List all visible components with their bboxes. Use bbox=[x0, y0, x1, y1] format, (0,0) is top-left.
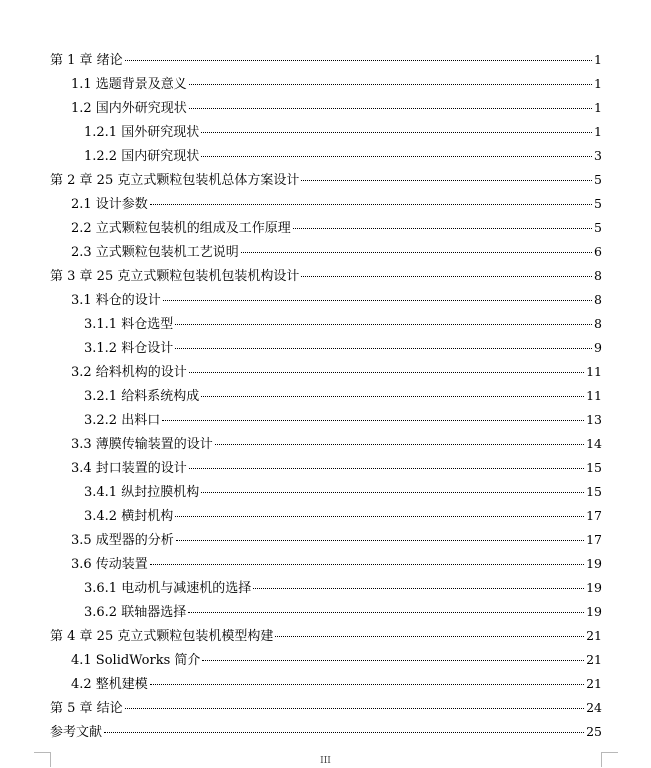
toc-entry-title: 2.1 设计参数 bbox=[71, 197, 148, 212]
toc-entry-page-number: 14 bbox=[586, 436, 602, 451]
toc-entry-title: 1.2 国内外研究现状 bbox=[71, 101, 187, 116]
toc-entry-page-number: 9 bbox=[594, 340, 602, 355]
toc-entry[interactable] bbox=[50, 336, 602, 360]
toc-entry-title: 3.6 传动装置 bbox=[71, 557, 148, 572]
toc-dot-leader bbox=[104, 732, 584, 733]
toc-dot-leader bbox=[253, 588, 584, 589]
toc-dot-leader bbox=[188, 612, 584, 613]
toc-dot-leader bbox=[150, 204, 592, 205]
toc-entry-page-number: 21 bbox=[586, 652, 602, 667]
toc-entry[interactable] bbox=[50, 624, 602, 648]
toc-entry-page-number: 5 bbox=[594, 220, 602, 235]
toc-entry-title: 第 3 章 25 克立式颗粒包装机包装机构设计 bbox=[50, 269, 300, 284]
toc-dot-leader bbox=[175, 516, 584, 517]
toc-entry[interactable] bbox=[50, 456, 602, 480]
toc-dot-leader bbox=[301, 276, 592, 277]
toc-entry-title: 3.2.2 出料口 bbox=[84, 413, 161, 428]
toc-dot-leader bbox=[189, 108, 592, 109]
toc-entry[interactable] bbox=[50, 192, 602, 216]
toc-entry-page-number: 1 bbox=[594, 76, 602, 91]
toc-entry-title: 1.2.1 国外研究现状 bbox=[84, 125, 200, 140]
toc-dot-leader bbox=[175, 324, 592, 325]
toc-entry-title: 3.5 成型器的分析 bbox=[71, 533, 174, 548]
toc-entry-title: 3.1.2 料仓设计 bbox=[84, 341, 174, 356]
toc-dot-leader bbox=[150, 564, 584, 565]
toc-entry[interactable] bbox=[50, 696, 602, 720]
toc-dot-leader bbox=[293, 228, 592, 229]
toc-dot-leader bbox=[241, 252, 592, 253]
toc-entry-page-number: 5 bbox=[594, 172, 602, 187]
toc-entry-page-number: 25 bbox=[586, 724, 602, 739]
toc-entry[interactable] bbox=[50, 72, 602, 96]
toc-entry[interactable] bbox=[50, 120, 602, 144]
toc-entry-title: 3.4.2 横封机构 bbox=[84, 509, 174, 524]
toc-entry-title: 3.3 薄膜传输装置的设计 bbox=[71, 437, 213, 452]
toc-entry-title: 1.2.2 国内研究现状 bbox=[84, 149, 200, 164]
page-number: III bbox=[320, 756, 331, 766]
toc-entry-page-number: 1 bbox=[594, 124, 602, 139]
toc-entry-title: 2.2 立式颗粒包装机的组成及工作原理 bbox=[71, 221, 291, 236]
toc-entry[interactable] bbox=[50, 672, 602, 696]
toc-entry-page-number: 11 bbox=[586, 388, 602, 403]
toc-entry[interactable] bbox=[50, 384, 602, 408]
toc-entry[interactable] bbox=[50, 288, 602, 312]
toc-entry-title: 3.2.1 给料系统构成 bbox=[84, 389, 200, 404]
toc-dot-leader bbox=[215, 444, 584, 445]
toc-entry[interactable] bbox=[50, 408, 602, 432]
toc-entry-title: 第 4 章 25 克立式颗粒包装机模型构建 bbox=[50, 629, 274, 644]
toc-entry-page-number: 17 bbox=[586, 508, 602, 523]
toc-entry-title: 3.2 给料机构的设计 bbox=[71, 365, 187, 380]
toc-entry-page-number: 19 bbox=[586, 556, 602, 571]
toc-entry[interactable] bbox=[50, 240, 602, 264]
toc-entry[interactable] bbox=[50, 576, 602, 600]
toc-dot-leader bbox=[201, 492, 584, 493]
toc-dot-leader bbox=[202, 660, 584, 661]
toc-entry-page-number: 1 bbox=[594, 52, 602, 67]
toc-entry-page-number: 21 bbox=[586, 628, 602, 643]
toc-entry-page-number: 8 bbox=[594, 292, 602, 307]
toc-dot-leader bbox=[163, 300, 592, 301]
toc-entry[interactable] bbox=[50, 648, 602, 672]
toc-dot-leader bbox=[176, 540, 584, 541]
toc-entry[interactable] bbox=[50, 96, 602, 120]
toc-entry-title: 第 1 章 绪论 bbox=[50, 53, 123, 68]
toc-entry-title: 第 2 章 25 克立式颗粒包装机总体方案设计 bbox=[50, 173, 300, 188]
toc-entry-title: 3.1 料仓的设计 bbox=[71, 293, 161, 308]
toc-entry-title: 1.1 选题背景及意义 bbox=[71, 77, 187, 92]
toc-dot-leader bbox=[275, 636, 584, 637]
toc-entry[interactable] bbox=[50, 432, 602, 456]
toc-dot-leader bbox=[189, 372, 584, 373]
toc-entry[interactable] bbox=[50, 552, 602, 576]
toc-dot-leader bbox=[201, 156, 592, 157]
toc-entry[interactable] bbox=[50, 168, 602, 192]
toc-entry[interactable] bbox=[50, 48, 602, 72]
table-of-contents bbox=[50, 48, 602, 744]
toc-entry[interactable] bbox=[50, 312, 602, 336]
toc-entry-page-number: 17 bbox=[586, 532, 602, 547]
toc-entry-title: 参考文献 bbox=[50, 725, 103, 740]
toc-dot-leader bbox=[301, 180, 592, 181]
toc-entry-page-number: 13 bbox=[586, 412, 602, 427]
toc-entry-title: 2.3 立式颗粒包装机工艺说明 bbox=[71, 245, 239, 260]
toc-entry-title: 3.1.1 料仓选型 bbox=[84, 317, 174, 332]
toc-entry-page-number: 19 bbox=[586, 580, 602, 595]
toc-dot-leader bbox=[162, 420, 584, 421]
toc-entry-page-number: 8 bbox=[594, 316, 602, 331]
toc-dot-leader bbox=[175, 348, 592, 349]
toc-entry-title: 3.6.1 电动机与减速机的选择 bbox=[84, 581, 252, 596]
toc-entry[interactable] bbox=[50, 480, 602, 504]
toc-entry[interactable] bbox=[50, 216, 602, 240]
toc-entry[interactable] bbox=[50, 360, 602, 384]
toc-entry-page-number: 24 bbox=[586, 700, 602, 715]
toc-entry-title: 4.1 SolidWorks 简介 bbox=[71, 653, 201, 668]
toc-dot-leader bbox=[201, 132, 592, 133]
toc-dot-leader bbox=[189, 84, 592, 85]
toc-entry[interactable] bbox=[50, 264, 602, 288]
toc-entry-title: 3.6.2 联轴器选择 bbox=[84, 605, 187, 620]
toc-entry-title: 3.4 封口装置的设计 bbox=[71, 461, 187, 476]
toc-dot-leader bbox=[189, 468, 584, 469]
toc-entry[interactable] bbox=[50, 144, 602, 168]
toc-dot-leader bbox=[150, 684, 584, 685]
toc-entry-page-number: 19 bbox=[586, 604, 602, 619]
toc-entry-title: 第 5 章 结论 bbox=[50, 701, 123, 716]
toc-entry[interactable] bbox=[50, 504, 602, 528]
toc-entry-page-number: 21 bbox=[586, 676, 602, 691]
toc-entry[interactable] bbox=[50, 720, 602, 744]
toc-entry-page-number: 15 bbox=[586, 460, 602, 475]
toc-entry-title: 3.4.1 纵封拉膜机构 bbox=[84, 485, 200, 500]
toc-entry-page-number: 5 bbox=[594, 196, 602, 211]
toc-dot-leader bbox=[201, 396, 584, 397]
toc-entry-page-number: 8 bbox=[594, 268, 602, 283]
toc-dot-leader bbox=[125, 60, 592, 61]
toc-entry-page-number: 1 bbox=[594, 100, 602, 115]
toc-entry-page-number: 6 bbox=[594, 244, 602, 259]
toc-entry-page-number: 15 bbox=[586, 484, 602, 499]
toc-entry-page-number: 3 bbox=[594, 148, 602, 163]
toc-dot-leader bbox=[125, 708, 584, 709]
toc-entry-page-number: 11 bbox=[586, 364, 602, 379]
toc-entry[interactable] bbox=[50, 600, 602, 624]
toc-entry[interactable] bbox=[50, 528, 602, 552]
toc-entry-title: 4.2 整机建模 bbox=[71, 677, 148, 692]
